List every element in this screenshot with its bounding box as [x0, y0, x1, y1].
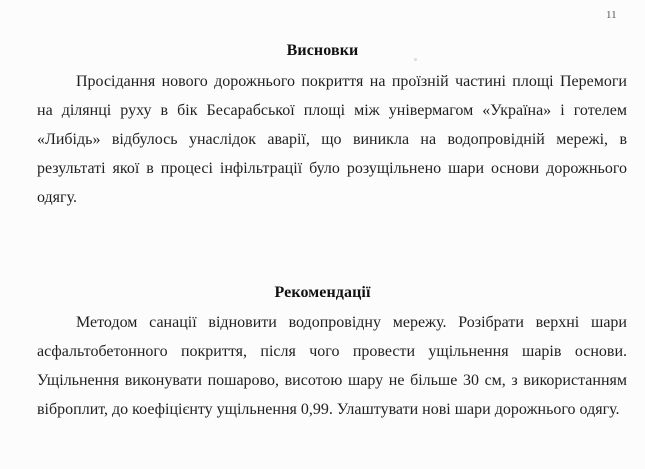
conclusions-heading: Висновки: [286, 42, 359, 59]
conclusions-paragraph: Просідання нового дорожнього покриття на проїзній частині площі Перемоги на ділянці руху в бік Бесарабської площі між універмагом «Україна» і готелем «Либідь» відбулось унаслідок аварії, що виникла на водопровідній мережі, в результаті якої в процесі інфільтрації було розущільнено шари основи дорожнього одягу.: [37, 73, 627, 206]
recommendations-heading: Рекомендації: [274, 284, 371, 301]
recommendations-paragraph: Методом санації відновити водопровідну мережу. Розібрати верхні шари асфальтобетонного покриття, після чого провести ущільнення шарів основи. Ущільнення виконувати пошарово, висотою шару не більше 30 см, з використанням віброплит, до коефіцієнту ущільнення 0,99. Улаштувати нові шари дорожнього одягу.: [37, 314, 627, 418]
scan-speck: [414, 58, 417, 61]
page-number: 11: [606, 9, 617, 21]
